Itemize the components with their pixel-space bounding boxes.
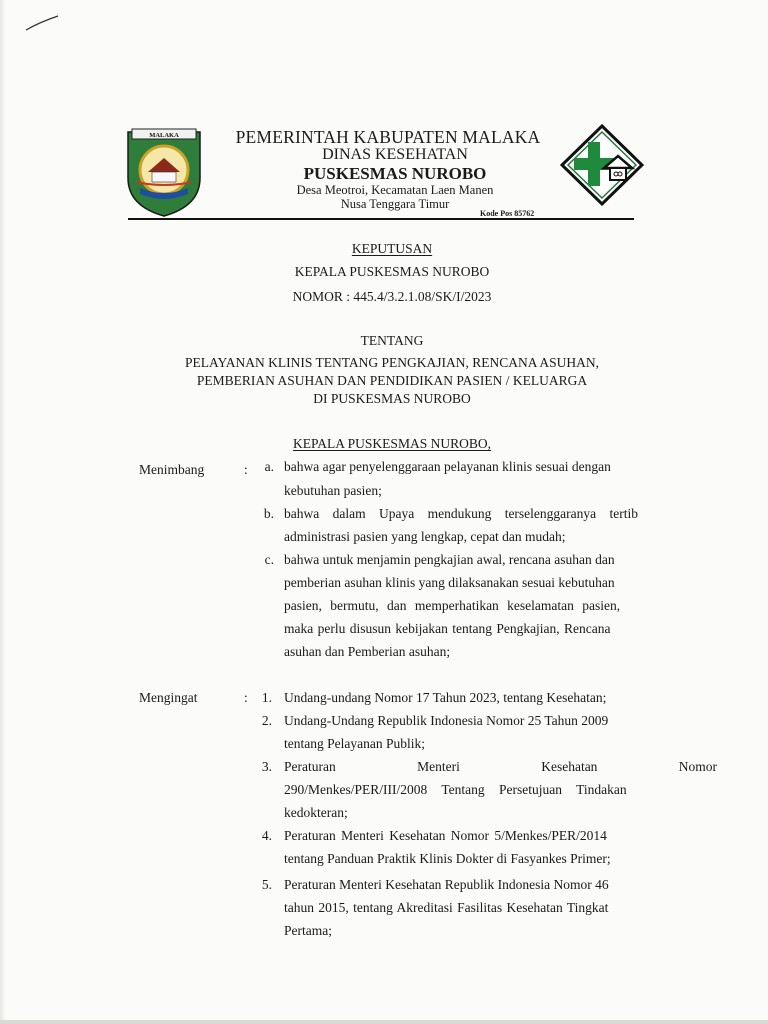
tentang-label: TENTANG bbox=[360, 333, 424, 348]
menimbang-label: Menimbang bbox=[139, 462, 205, 477]
mengingat-2-line-2: tentang Pelayanan Publik; bbox=[284, 736, 425, 751]
decision-number: NOMOR : 445.4/3.2.1.08/SK/I/2023 bbox=[292, 289, 492, 304]
mengingat-colon: : bbox=[244, 690, 248, 705]
menimbang-c-line-3: pasien, bermutu, dan memperhatikan keselamatan pasien, bbox=[284, 598, 621, 613]
menimbang-c-line-2: pemberian asuhan klinis yang dilaksanakan sesuai kebutuhan bbox=[284, 575, 615, 590]
mengingat-2-line-1: Undang-Undang Republik Indonesia Nomor 25 Tahun 2009 bbox=[284, 713, 609, 728]
heading-issuer: KEPALA PUSKESMAS NUROBO, bbox=[293, 436, 491, 451]
menimbang-c-line-1: bahwa untuk menjamin pengkajian awal, rencana asuhan dan bbox=[284, 552, 615, 567]
puskesmas-logo bbox=[560, 124, 644, 206]
mengingat-1-line-1: Undang-undang Nomor 17 Tahun 2023, tentang Kesehatan; bbox=[284, 690, 607, 705]
letterhead-divider bbox=[128, 218, 634, 220]
mengingat-5-line-2: tahun 2015, tentang Akreditasi Fasilitas Kesehatan Tingkat bbox=[284, 900, 609, 915]
mengingat-label: Mengingat bbox=[139, 690, 198, 705]
mengingat-mark-4: 4. bbox=[261, 828, 272, 843]
subject-line-2: PEMBERIAN ASUHAN DAN PENDIDIKAN PASIEN / KELUARGA bbox=[196, 373, 588, 388]
mengingat-3-line-1: Peraturan Menteri Kesehatan Nomor bbox=[284, 759, 718, 774]
scan-edge bbox=[0, 0, 6, 1024]
issuer-title: KEPALA PUSKESMAS NUROBO bbox=[294, 264, 490, 279]
menimbang-b-line-2: administrasi pasien yang lengkap, cepat dan mudah; bbox=[284, 529, 566, 544]
svg-text:MALAKA: MALAKA bbox=[149, 132, 179, 139]
scan-edge-bottom bbox=[0, 1020, 768, 1024]
department-name: DINAS KESEHATAN bbox=[322, 146, 468, 163]
mengingat-5-line-3: Pertama; bbox=[284, 923, 332, 938]
mengingat-5-line-1: Peraturan Menteri Kesehatan Republik Indonesia Nomor 46 bbox=[284, 877, 609, 892]
mengingat-mark-3: 3. bbox=[261, 759, 272, 774]
mengingat-4-line-2: tentang Panduan Praktik Klinis Dokter di Fasyankes Primer; bbox=[284, 851, 611, 866]
menimbang-a-line-2: kebutuhan pasien; bbox=[284, 483, 382, 498]
mengingat-mark-1: 1. bbox=[261, 690, 272, 705]
address-line-2: Nusa Tenggara Timur bbox=[340, 197, 450, 211]
subject-line-1: PELAYANAN KLINIS TENTANG PENGKAJIAN, RENCANA ASUHAN, bbox=[184, 355, 600, 370]
puskesmas-name: PUSKESMAS NUROBO bbox=[303, 164, 487, 183]
address-line-1: Desa Meotroi, Kecamatan Laen Manen bbox=[296, 183, 494, 197]
menimbang-c-line-4: maka perlu disusun kebijakan tentang Pengkajian, Rencana bbox=[284, 621, 611, 636]
subject-line-3: DI PUSKESMAS NUROBO bbox=[313, 391, 471, 406]
postal-code: Kode Pos 85762 bbox=[480, 209, 535, 218]
menimbang-colon: : bbox=[244, 462, 248, 477]
menimbang-mark-c: c. bbox=[264, 552, 274, 567]
menimbang-a-line-1: bahwa agar penyelenggaraan pelayanan klinis sesuai dengan bbox=[284, 459, 611, 474]
menimbang-b-line-1: bahwa dalam Upaya mendukung terselenggaranya tertib bbox=[284, 506, 639, 521]
menimbang-c-line-5: asuhan dan Pemberian asuhan; bbox=[284, 644, 451, 659]
mengingat-mark-5: 5. bbox=[261, 877, 272, 892]
mengingat-3-line-2: 290/Menkes/PER/III/2008 Tentang Persetujuan Tindakan bbox=[284, 782, 627, 797]
mengingat-mark-2: 2. bbox=[261, 713, 272, 728]
mengingat-3-line-3: kedokteran; bbox=[284, 805, 348, 820]
menimbang-mark-a: a. bbox=[264, 459, 274, 474]
government-name: PEMERINTAH KABUPATEN MALAKA bbox=[235, 127, 541, 147]
mengingat-4-line-1: Peraturan Menteri Kesehatan Nomor 5/Menkes/PER/2014 bbox=[284, 828, 607, 843]
pen-mark bbox=[24, 14, 60, 32]
menimbang-mark-b: b. bbox=[263, 506, 274, 521]
decision-title: KEPUTUSAN bbox=[351, 241, 433, 256]
